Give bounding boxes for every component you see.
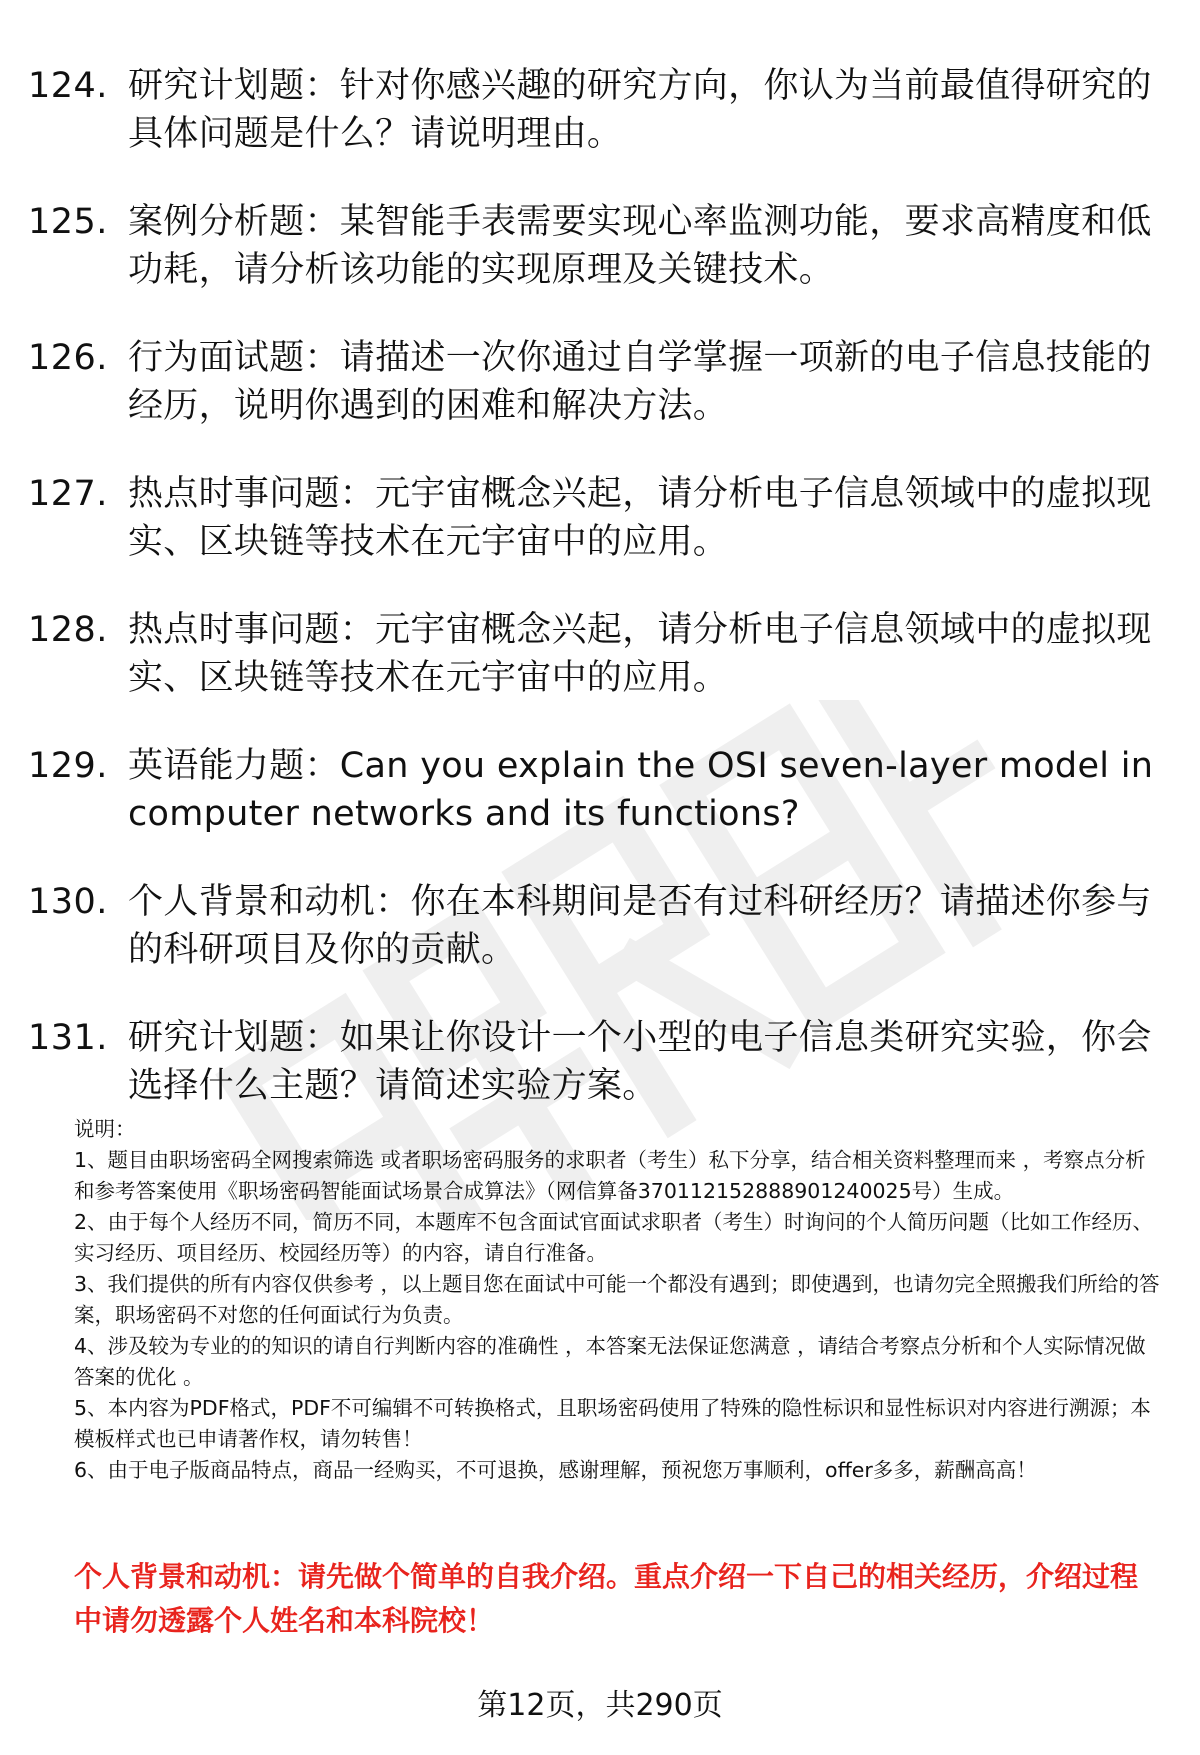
question-text: 个人背景和动机：你在本科期间是否有过科研经历？请描述你参与的科研项目及你的贡献。 — [128, 882, 1152, 970]
question-number: 124. — [28, 66, 108, 106]
question-text: 热点时事问题：元宇宙概念兴起，请分析电子信息领域中的虚拟现实、区块链等技术在元宇宙中的应用。 — [128, 474, 1152, 562]
notes-item: 6、由于电子版商品特点，商品一经购买，不可退换，感谢理解，预祝您万事顺利，offer多多，薪酬高高！ — [74, 1458, 1037, 1482]
question-number: 127. — [28, 474, 108, 514]
question-number: 126. — [28, 338, 108, 378]
question-number: 128. — [28, 610, 108, 650]
question-text: 研究计划题：如果让你设计一个小型的电子信息类研究实验，你会选择什么主题？请简述实验方案。 — [128, 1018, 1152, 1106]
question-number: 129. — [28, 746, 108, 786]
question-item — [28, 470, 1168, 566]
question-item — [28, 742, 1168, 838]
question-text: 英语能力题：Can you explain the OSI seven-layer model in computer networks and its functions? — [128, 746, 1154, 834]
question-list — [28, 62, 1168, 1150]
question-text: 热点时事问题：元宇宙概念兴起，请分析电子信息领域中的虚拟现实、区块链等技术在元宇宙中的应用。 — [128, 610, 1152, 698]
question-item — [28, 198, 1168, 294]
notes-item: 1、题目由职场密码全网搜索筛选 或者职场密码服务的求职者（考生）私下分享，结合相关资料整理而来 ，考察点分析和参考答案使用《职场密码智能面试场景合成算法》（网信算备370112152888901240025号）生成。 — [74, 1148, 1146, 1203]
question-item — [28, 606, 1168, 702]
question-item — [28, 878, 1168, 974]
question-number: 125. — [28, 202, 108, 242]
question-item — [28, 334, 1168, 430]
question-text: 行为面试题：请描述一次你通过自学掌握一项新的电子信息技能的经历，说明你遇到的困难和解决方法。 — [128, 338, 1152, 426]
notes-section — [74, 1114, 1164, 1486]
question-item — [28, 62, 1168, 158]
question-text: 案例分析题：某智能手表需要实现心率监测功能，要求高精度和低功耗，请分析该功能的实现原理及关键技术。 — [128, 202, 1152, 290]
notes-item: 5、本内容为PDF格式，PDF不可编辑不可转换格式，且职场密码使用了特殊的隐性标识和显性标识对内容进行溯源；本模板样式也已申请著作权，请勿转售！ — [74, 1396, 1151, 1451]
question-number: 131. — [28, 1018, 108, 1058]
question-text: 研究计划题：针对你感兴趣的研究方向，你认为当前最值得研究的具体问题是什么？请说明理由。 — [128, 66, 1152, 154]
notes-item: 3、我们提供的所有内容仅供参考 ，以上题目您在面试中可能一个都没有遇到；即使遇到，也请勿完全照搬我们所给的答案，职场密码不对您的任何面试行为负责。 — [74, 1272, 1160, 1327]
question-number: 130. — [28, 882, 108, 922]
notes-heading: 说明： — [74, 1117, 136, 1141]
question-item — [28, 1014, 1168, 1110]
notes-item: 4、涉及较为专业的的知识的请自行判断内容的准确性 ，本答案无法保证您满意 ，请结合考察点分析和个人实际情况做答案的优化 。 — [74, 1334, 1146, 1389]
highlight-prompt: 个人背景和动机：请先做个简单的自我介绍。重点介绍一下自己的相关经历，介绍过程中请勿透露个人姓名和本科院校！ — [74, 1560, 1139, 1637]
page-number: 第12页，共290页 — [477, 1688, 723, 1723]
notes-item: 2、由于每个人经历不同，简历不同，本题库不包含面试官面试求职者（考生）时询问的个人简历问题（比如工作经历、实习经历、项目经历、校园经历等）的内容，请自行准备。 — [74, 1210, 1154, 1265]
